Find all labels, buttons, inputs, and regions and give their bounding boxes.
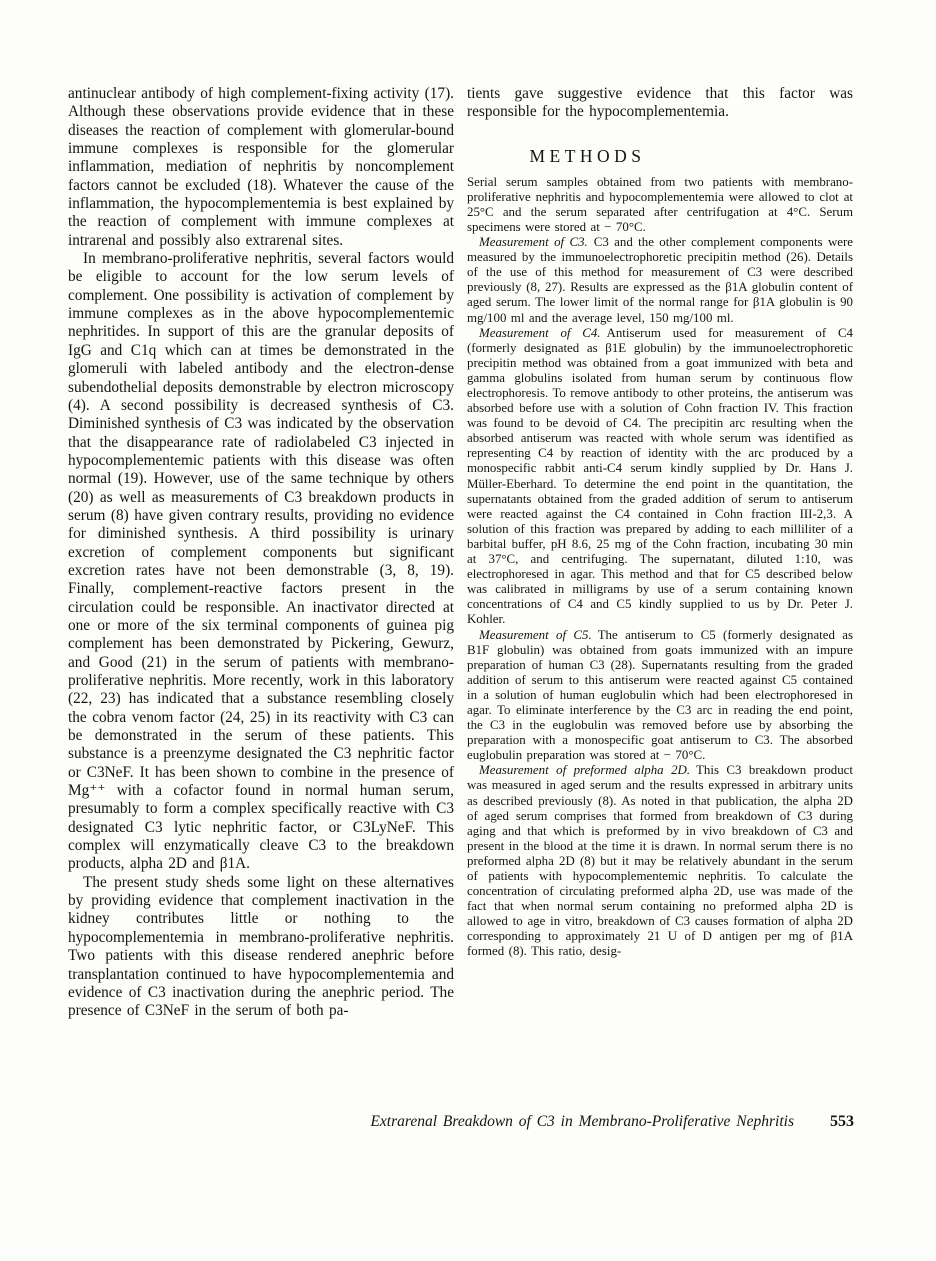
section-label-measurement-alpha2d: Measurement of preformed alpha 2D.: [479, 763, 691, 778]
methods-paragraph: [467, 326, 853, 628]
page-number: 553: [830, 1113, 854, 1130]
methods-paragraph-text: Antiserum used for measurement of C4 (formerly designated as β1E globulin) by the immunoelectrophoretic precipitin method was obtained from a goat immunized with beta and gamma globulins isolated from human serum by continuous flow electrophoresis. To remove antibody to other proteins, the antiserum was absorbed before use with a solution of Cohn fraction IV. This fraction was found to be devoid of C4. The precipitin arc resulting when the absorbed antiserum was reacted with whole serum was identified as representing C4 by reaction of identity with the arc produced by a monospecific rabbit anti-C4 serum kindly supplied by Dr. Hans J. Müller-Eberhard. To determine the end point in the quantitation, the supernatants obtained from the graded addition of serum to antiserum were reacted against the C4 contained in Cohn fraction III-2,3. A solution of this fraction was prepared by adding to each milliliter of a barbital buffer, pH 8.6, 25 mg of the Cohn fraction, incubating 30 min at 37°C, and centrifuging. The supernatant, diluted 1:10, was electrophoresed in agar. This method and that for C5 described below was calibrated in milligrams by use of a serum containing known concentrations of C4 and C5 kindly supplied to us by Dr. Peter J. Kohler.: [467, 325, 853, 627]
body-paragraph: tients gave suggestive evidence that this factor was responsible for the hypocomplementemia.: [467, 85, 853, 121]
methods-paragraph: [467, 628, 853, 764]
body-paragraph: In membrano-proliferative nephritis, several factors would be eligible to account for the low serum levels of complement. One possibility is activation of complement by immune complexes as in the above hypocomplementemic nephritides. In support of this are the granular deposits of IgG and C1q which can at times be demonstrated in the glomeruli with labeled antibody and the electron-dense subendothelial deposits demonstrable by electron microscopy (4). A second possibility is decreased synthesis of C3. Diminished synthesis of C3 was indicated by the observation that the disappearance rate of radiolabeled C3 injected in hypocomplementemic patients with this disease was often normal (19). However, use of the same technique by others (20) as well as measurements of C3 breakdown products in serum (8) have given contrary results, providing no evidence for diminished synthesis. A third possibility is urinary excretion of complement components but significant excretion rates have not been demonstrable (3, 8, 19). Finally, complement-reactive factors present in the circulation could be responsible. An inactivator directed at one or more of the six terminal components of guinea pig complement has been demonstrated by Pickering, Gewurz, and Good (21) in the serum of patients with membrano-proliferative nephritis. More recently, work in this laboratory (22, 23) has indicated that a substance resembling closely the cobra venom factor (24, 25) in its reactivity with C3 can be demonstrated in the serum of these patients. This substance is a preenzyme designated the C3 nephritic factor or C3NeF. It has been shown to combine in the presence of Mg⁺⁺ with a cofactor found in normal human serum, presumably to form a complex specifically reactive with C3 designated C3 lytic nephritic factor, or C3LyNeF. This complex will enzymatically cleave C3 to the breakdown products, alpha 2D and β1A.: [68, 250, 454, 873]
methods-paragraph: [467, 235, 853, 326]
running-title: Extrarenal Breakdown of C3 in Membrano-Proliferative Nephritis: [370, 1113, 794, 1130]
section-label-measurement-c3: Measurement of C3.: [479, 235, 588, 250]
section-label-measurement-c4: Measurement of C4.: [479, 325, 601, 340]
page-footer: [68, 1113, 854, 1131]
body-paragraph: The present study sheds some light on these alternatives by providing evidence that complement inactivation in the kidney contributes little or nothing to the hypocomplementemia in membrano-proliferative nephritis. Two patients with this disease rendered anephric before transplantation continued to have hypocomplementemia and evidence of C3 inactivation during the anephric period. The presence of C3NeF in the serum of both pa-: [68, 873, 454, 1020]
left-column: [68, 85, 454, 1021]
methods-paragraph-text: Serial serum samples obtained from two patients with membrano-proliferative nephritis and hypocomplementemia were allowed to clot at 25°C and the serum separated after centrifugation at 4°C. Serum specimens were stored at − 70°C.: [467, 174, 853, 234]
right-column: [467, 85, 853, 960]
methods-paragraph: [467, 175, 853, 235]
methods-heading: METHODS: [529, 145, 646, 166]
section-label-measurement-c5: Measurement of C5.: [479, 627, 592, 642]
methods-paragraph: [467, 763, 853, 959]
methods-paragraph-text: This C3 breakdown product was measured in aged serum and the results expressed in arbitrary units as described previously (8). As noted in that publication, the alpha 2D of aged serum comprises that formed from breakdown of C3 during aging and that which is preformed by in vivo breakdown of C3 and present in the blood at the time it is drawn. In normal serum there is no preformed alpha 2D (8) but it may be relatively abundant in the serum of patients with hypocomplementemic nephritis. To calculate the concentration of circulating preformed alpha 2D, use was made of the fact that when normal serum containing no preformed alpha 2D is allowed to age in vitro, breakdown of C3 causes formation of alpha 2D corresponding to approximately 21 U of D antigen per mg of β1A formed (8). This ratio, desig-: [467, 763, 853, 959]
methods-paragraph-text: The antiserum to C5 (formerly designated as B1F globulin) was obtained from goats immunized with an impure preparation of human C3 (28). Supernatants resulting from the graded addition of serum to this antiserum were reacted against C5 contained in a solution of human euglobulin which had been electrophoresed in agar. To eliminate interference by the C3 arc in reading the end point, the C3 in the euglobulin was removed before use by absorbing the preparation with a monospecific goat antiserum to C3. The absorbed euglobulin preparation was stored at − 70°C.: [467, 627, 853, 763]
body-paragraph: antinuclear antibody of high complement-fixing activity (17). Although these observations provide evidence that in these diseases the reaction of complement with glomerular-bound immune complexes is responsible for the glomerular inflammation, mediation of nephritis by noncomplement factors cannot be excluded (18). Whatever the cause of the inflammation, the hypocomplementemia is best explained by the reaction of complement with immune complexes at intrarenal and possibly also extrarenal sites.: [68, 85, 454, 249]
methods-paragraph-text: C3 and the other complement components were measured by the immunoelectrophoretic precipitin method (26). Details of the use of this method for measurement of C3 were described previously (8, 27). Results are expressed as the β1A globulin content of aged serum. The lower limit of the normal range for β1A globulin is 90 mg/100 ml and the average level, 150 mg/100 ml.: [467, 235, 853, 325]
